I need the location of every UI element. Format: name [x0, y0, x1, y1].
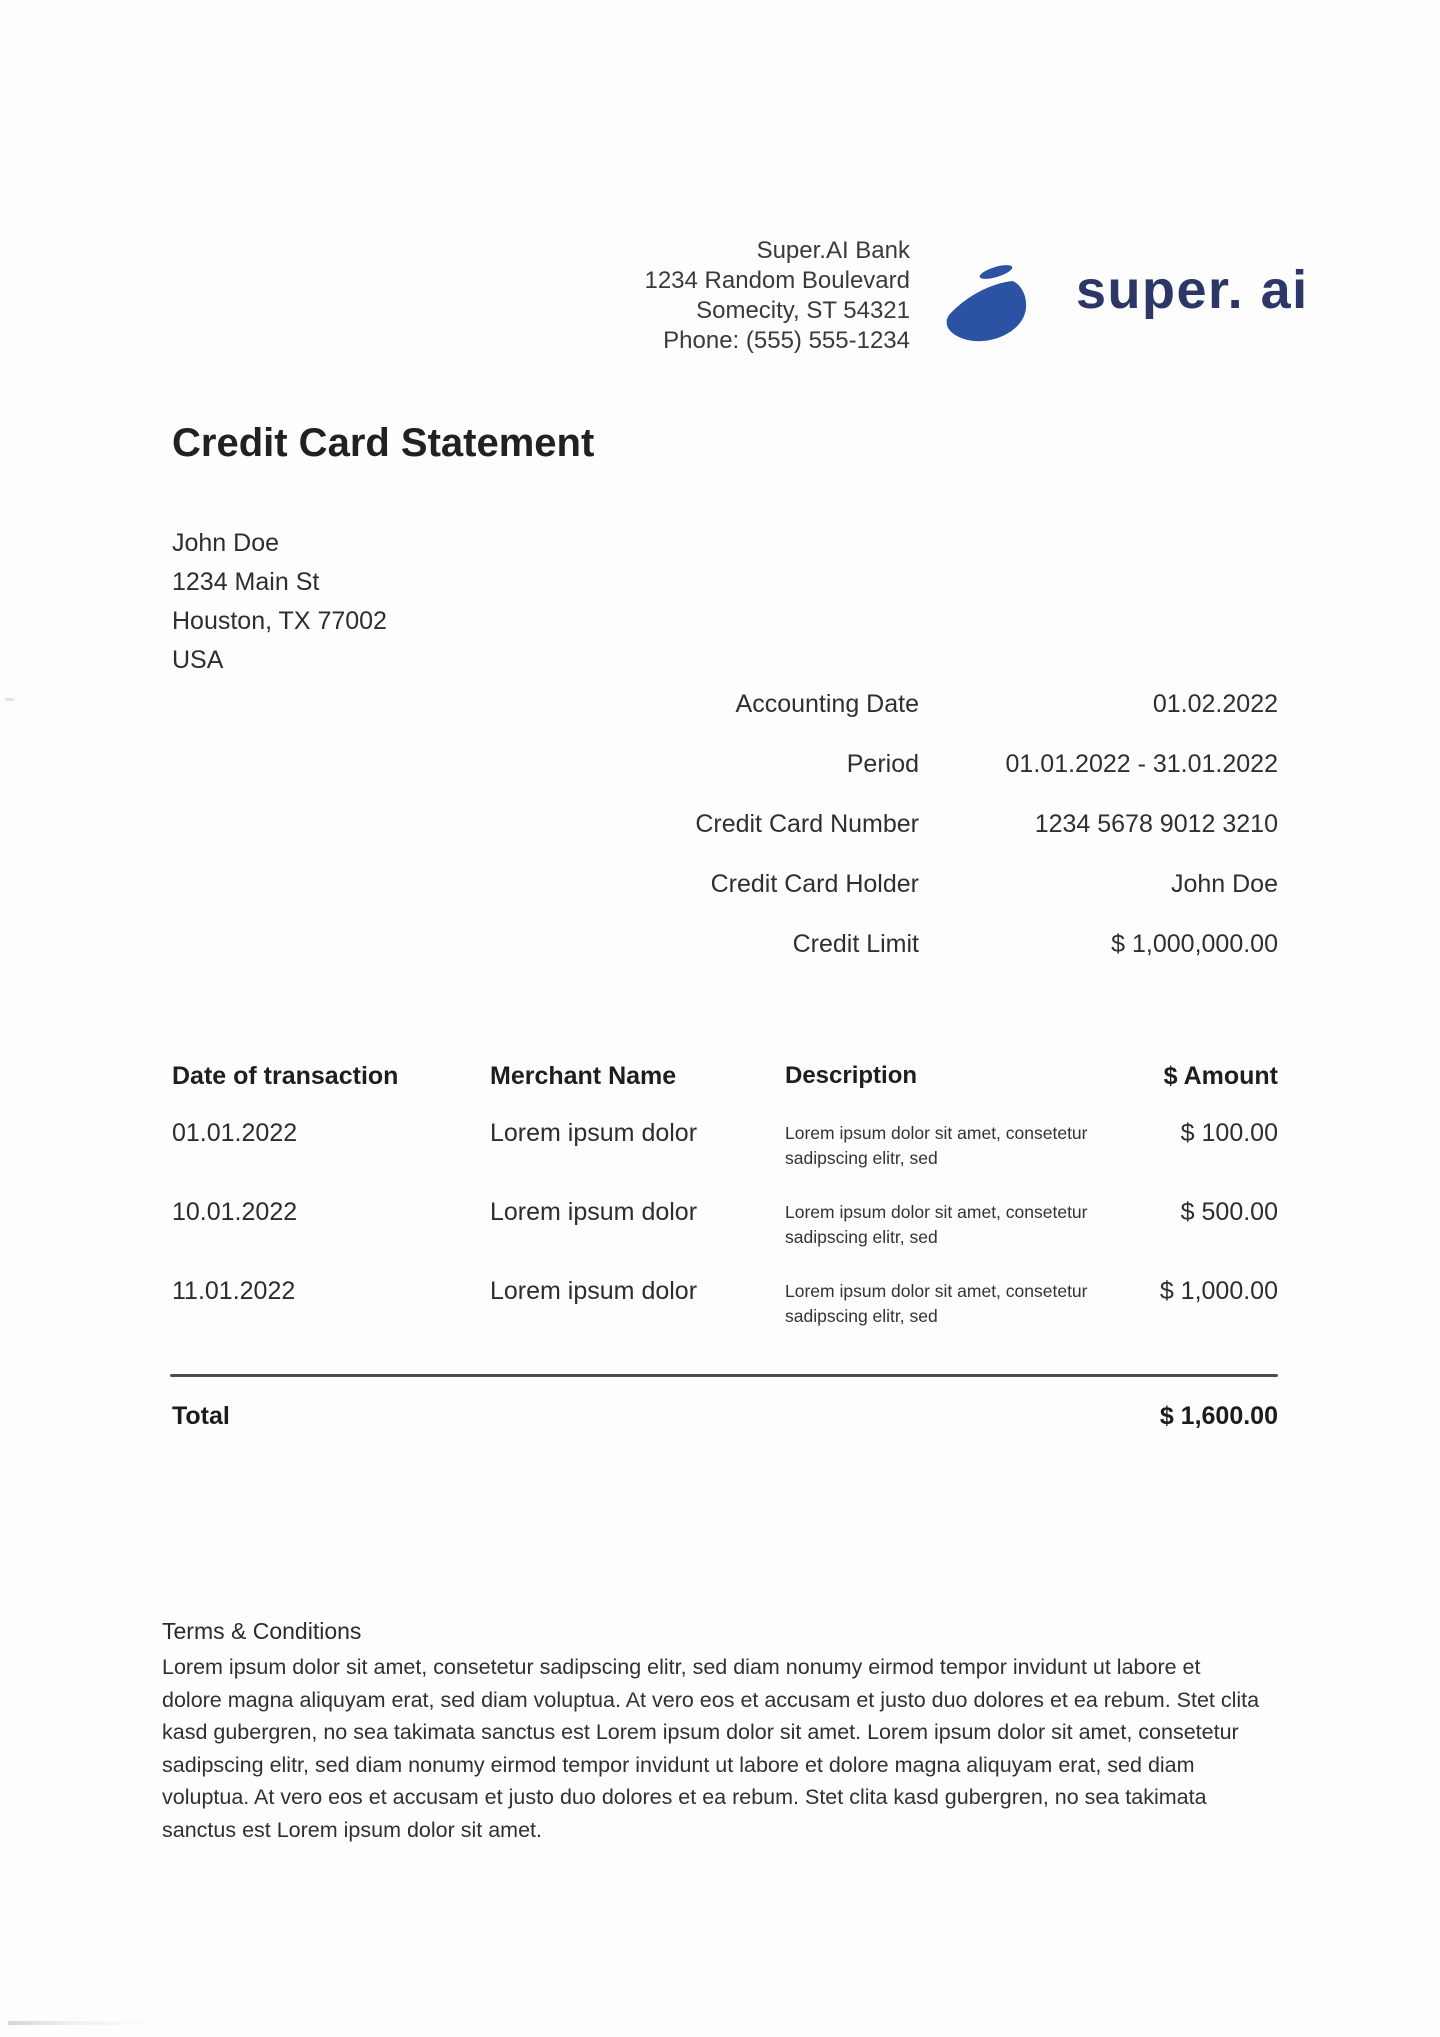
table-row — [172, 1119, 1278, 1171]
details-value: John Doe — [1170, 870, 1278, 898]
bank-name: Super.AI Bank — [756, 237, 910, 264]
tx-description: Lorem ipsum dolor sit amet, consetetur sadipscing elitr, sed — [785, 1123, 1088, 1168]
details-value: 01.01.2022 - 31.01.2022 — [1005, 750, 1278, 778]
tx-merchant: Lorem ipsum dolor — [490, 1277, 698, 1305]
tx-header-merchant: Merchant Name — [490, 1062, 677, 1090]
details-label: Credit Limit — [792, 930, 919, 958]
page-title: Credit Card Statement — [172, 421, 595, 465]
details-label: Accounting Date — [735, 690, 919, 718]
details-label: Period — [846, 750, 919, 778]
tx-header-description: Description — [785, 1062, 918, 1089]
tx-amount: $ 1,000.00 — [1159, 1277, 1278, 1305]
details-value: 01.02.2022 — [1152, 690, 1278, 718]
table-row — [172, 1198, 1278, 1250]
details-value: 1234 5678 9012 3210 — [1034, 810, 1278, 838]
details-row-accounting-date — [0, 690, 1278, 719]
superai-wordmark: super. ai — [1076, 260, 1309, 320]
table-divider — [170, 1374, 1278, 1377]
bank-street: 1234 Random Boulevard — [644, 267, 910, 294]
tx-date: 01.01.2022 — [172, 1119, 298, 1147]
customer-country: USA — [172, 646, 224, 674]
tx-amount: $ 500.00 — [1180, 1198, 1278, 1226]
total-amount: $ 1,600.00 — [1159, 1402, 1278, 1430]
terms-body: Lorem ipsum dolor sit amet, consetetur sadipscing elitr, sed diam nonumy eirmod tempor invidunt ut labore et dolore magna aliquyam erat, sed diam voluptua. At vero eos et accusam et justo duo dolores et ea rebum. Stet clita kasd gubergren, no sea takimata sanctus est Lorem ipsum dolor sit amet. Lorem ipsum dolor sit amet, consetetur sadipscing elitr, sed diam nonumy eirmod tempor invidunt ut labore et dolore magna aliquyam erat, sed diam voluptua. At vero eos et accusam et justo duo dolores et ea rebum. Stet clita kasd gubergren, no sea takimata sanctus est Lorem ipsum dolor sit amet. — [162, 1655, 1260, 1842]
scan-artifact — [5, 698, 14, 701]
table-row — [172, 1277, 1278, 1329]
terms-heading: Terms & Conditions — [162, 1618, 362, 1644]
tx-header-date: Date of transaction — [172, 1062, 399, 1090]
total-row — [172, 1402, 1278, 1431]
tx-merchant: Lorem ipsum dolor — [490, 1198, 698, 1226]
customer-city: Houston, TX 77002 — [172, 607, 387, 635]
details-value: $ 1,000,000.00 — [1111, 930, 1278, 958]
customer-street: 1234 Main St — [172, 568, 320, 596]
customer-address-block — [172, 524, 387, 680]
customer-name: John Doe — [172, 529, 280, 557]
tx-description: Lorem ipsum dolor sit amet, consetetur sadipscing elitr, sed — [785, 1202, 1088, 1247]
scan-artifact — [8, 2021, 158, 2025]
bank-city: Somecity, ST 54321 — [696, 297, 910, 324]
tx-date: 10.01.2022 — [172, 1198, 298, 1226]
superai-drop-icon — [938, 256, 1034, 344]
transactions-header-row — [172, 1062, 1278, 1091]
details-row-credit-card-number — [0, 810, 1278, 839]
bank-phone: Phone: (555) 555-1234 — [663, 327, 910, 354]
statement-details — [0, 690, 1278, 990]
tx-description: Lorem ipsum dolor sit amet, consetetur sadipscing elitr, sed — [785, 1281, 1088, 1326]
details-row-credit-card-holder — [0, 870, 1278, 899]
bank-address-block — [644, 236, 910, 356]
details-row-credit-limit — [0, 930, 1278, 959]
tx-header-amount: $ Amount — [1163, 1062, 1278, 1090]
details-label: Credit Card Holder — [710, 870, 919, 898]
details-label: Credit Card Number — [695, 810, 919, 838]
total-label: Total — [172, 1402, 230, 1430]
details-row-period — [0, 750, 1278, 779]
tx-merchant: Lorem ipsum dolor — [490, 1119, 698, 1147]
tx-date: 11.01.2022 — [172, 1277, 296, 1305]
tx-amount: $ 100.00 — [1180, 1119, 1278, 1147]
